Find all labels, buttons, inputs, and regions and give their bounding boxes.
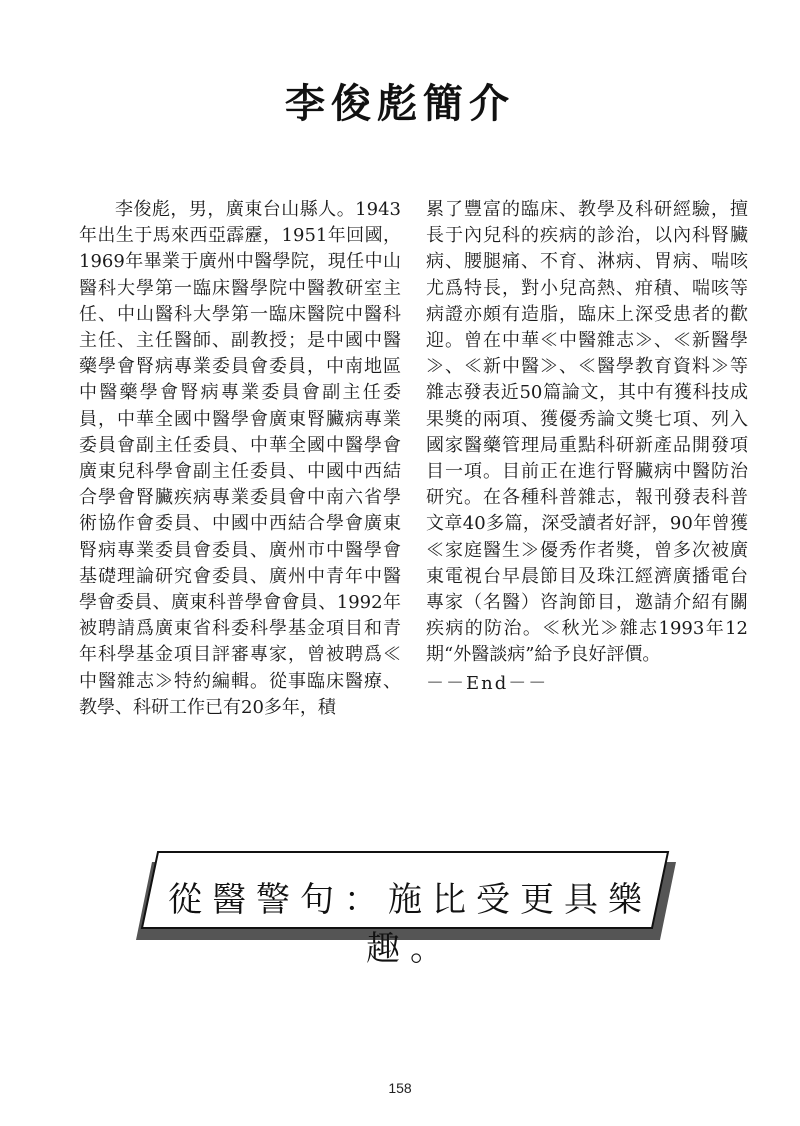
- end-mark: －－End－－: [426, 672, 549, 694]
- motto-banner: [136, 848, 676, 969]
- biography-paragraph-part-2: 累了豐富的臨床、教學及科研經驗，擅長于內兒科的疾病的診治，以內科腎臟病、腰腿痛、不育、淋病、胃病、喘咳尤爲特長，對小兒高熱、疳積、喘咳等病證亦頗有造脂，臨床上深受患者的歡迎。曾在中華≪中醫雜志≫、≪新醫學≫、≪新中醫≫、≪醫學教育資料≫等雜志發表近50篇論文，其中有獲科技成果獎的兩項、獲優秀論文獎七項、列入國家醫藥管理局重點科研新產品開發項目一項。目前正在進行腎臟病中醫防治研究。在各種科普雜志，報刊發表科普文章40多篇，深受讀者好評，90年曾獲≪家庭醫生≫優秀作者獎，曾多次被廣東電視台早晨節目及珠江經濟廣播電台專家（名醫）咨詢節目，邀請介紹有關疾病的防治。≪秋光≫雜志1993年12期“外醫談病”給予良好評價。: [426, 199, 748, 666]
- page-number: 158: [388, 1080, 412, 1096]
- biography-left-column: [79, 197, 401, 721]
- page-title: 李俊彪簡介: [285, 81, 515, 127]
- biography-right-column: [426, 197, 748, 697]
- motto-text: 從醫警句：施比受更具樂趣。: [168, 880, 652, 969]
- biography-paragraph-part-1: 李俊彪，男，廣東台山縣人。1943年出生于馬來西亞霹靂，1951年回國，1969年畢業于廣州中醫學院，現任中山醫科大學第一臨床醫學院中醫教研室主任、中山醫科大學第一臨床醫院中醫科主任、主任醫師、副教授；是中國中醫藥學會腎病專業委員會委員，中南地區中醫藥學會腎病專業委員會副主任委員，中華全國中醫學會廣東腎臟病專業委員會副主任委員、中華全國中醫學會廣東兒科學會副主任委員、中國中西結合學會腎臟疾病專業委員會中南六省學術協作會委員、中國中西結合學會廣東腎病專業委員會委員、廣州市中醫學會基礎理論研究會委員、廣州中青年中醫學會委員、廣東科普學會會員、1992年被聘請爲廣東省科委科學基金項目和青年科學基金項目評審專家，曾被聘爲≪中醫雜志≫特約編輯。從事臨床醫療、教學、科研工作已有20多年，積: [79, 199, 401, 718]
